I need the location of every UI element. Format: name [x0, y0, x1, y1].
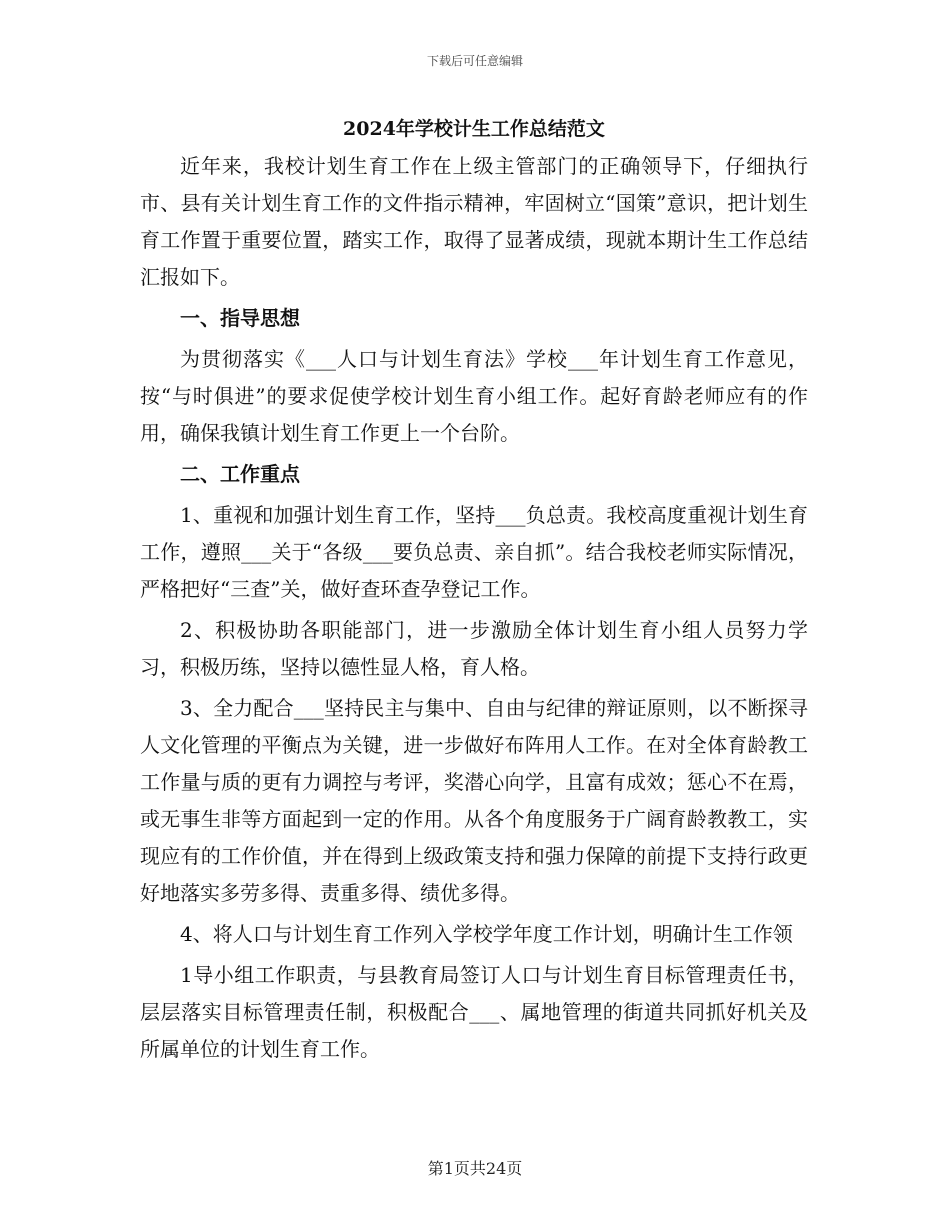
work-focus-item-3: 3、全力配合___坚持民主与集中、自由与纪律的辩证原则，以不断探寻人文化管理的平衡点为关键，进一步做好布阵用人工作。在对全体育龄教工工作量与质的更有力调控与考评，奖潜心向学，且富有成效；惩心不在焉，或无事生非等方面起到一定的作用。从各个角度服务于广阔育龄教教工，实现应有的工作价值，并在得到上级政策支持和强力保障的前提下支持行政更好地落实多劳多得、责重多得、绩优多得。: [140, 696, 808, 905]
intro-paragraph: 近年来，我校计划生育工作在上级主管部门的正确领导下，仔细执行市、县有关计划生育工作的文件指示精神，牢固树立“国策”意识，把计划生育工作置于重要位置，踏实工作，取得了显著成绩，现就本期计生工作总结汇报如下。: [140, 154, 808, 289]
work-focus-item-1: 1、重视和加强计划生育工作，坚持___负总责。我校高度重视计划生育工作，遵照___关于“各级___要负总责、亲自抓”。结合我校老师实际情况，严格把好“三查”关，做好查环查孕登记工作。: [140, 503, 808, 601]
work-focus-item-4-continued: 1导小组工作职责，与县教育局签订人口与计划生育目标管理责任书，层层落实目标管理责任制，积极配合___、属地管理的街道共同抓好机关及所属单位的计划生育工作。: [140, 963, 808, 1061]
page-indicator: 第1页共24页: [427, 1159, 523, 1178]
work-focus-item-4: 4、将人口与计划生育工作列入学校学年度工作计划，明确计生工作领: [180, 922, 793, 946]
section-heading-guiding-thought: 一、指导思想: [180, 306, 300, 330]
download-note: 下载后可任意编辑: [426, 54, 523, 68]
work-focus-item-2: 2、积极协助各职能部门，进一步激励全体计划生育小组人员努力学习，积极历练，坚持以德性显人格，育人格。: [140, 618, 808, 679]
document-body: [140, 112, 808, 1072]
document-title: 2024年学校计生工作总结范文: [343, 118, 605, 140]
section-heading-work-focus: 二、工作重点: [180, 462, 300, 486]
guiding-thought-paragraph: 为贯彻落实《___人口与计划生育法》学校___年计划生育工作意见，按“与时俱进”的要求促使学校计划生育小组工作。起好育龄老师应有的作用，确保我镇计划生育工作更上一个台阶。: [140, 347, 808, 445]
